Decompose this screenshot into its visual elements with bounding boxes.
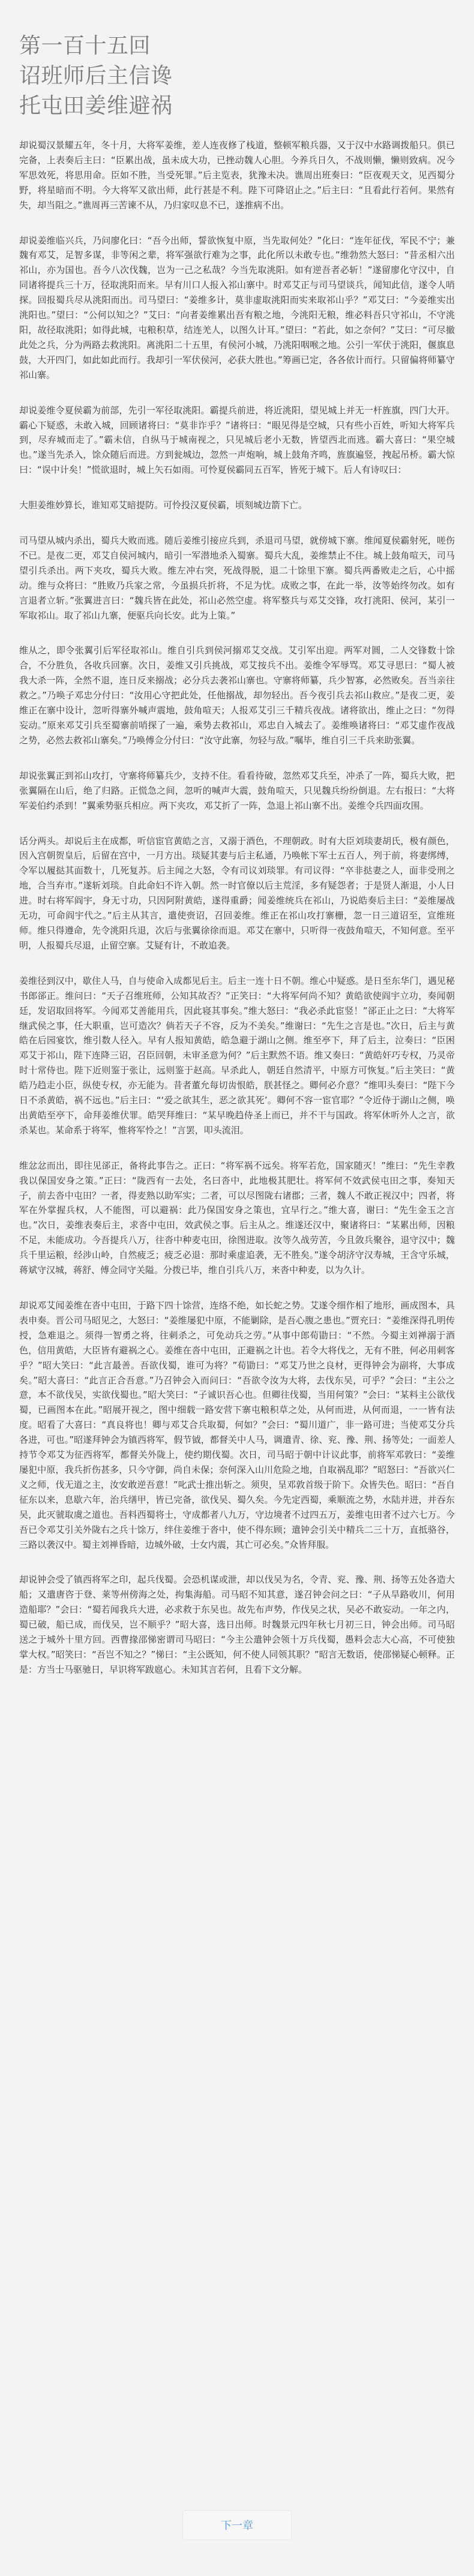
chapter-paragraph: 维从之，即令张翼引后军径取祁山。维自引兵到侯河搦邓艾交战。艾引军出迎。两军对圆，二人交锋数十馀合，不分胜负，各收兵回寨。次日，姜维又引兵挑战，邓艾按兵不出。姜维令军辱骂。邓艾寻思曰：“蜀人被我大杀一阵，全然不退，连日反来搦战；必分兵去袭祁山寨也。守寨将师纂，兵少智寡，必然败矣。吾当亲往救之。”乃唤子邓忠分付曰：“汝用心守把此处，任他搦战，却勿轻出。吾今夜引兵去祁山救应。”是夜二更，姜维正在寨中设计，忽听得寨外喊声震地，鼓角喧天；人报邓艾引三千精兵夜战。诸将欲出，维止之曰：“勿得妄动。”原来邓艾引兵至蜀寨前哨探了一遍，乘势去救祁山，邓忠自入城去了。姜维唤诸将曰：“邓艾虚作夜战之势，必然去救祁山寨矣。”乃唤傅佥分付曰：“汝守此寨，勿轻与敌。”嘱毕，维自引三千兵来助张翼。 xyxy=(19,645,455,746)
chapter-paragraph: 维忿忿而出，即往见郤正，备将此事告之。正曰：“将军祸不远矣。将军若危，国家随灭！”维曰：“先生幸教我以保国安身之策。”正曰：“陇西有一去处，名曰沓中，此地极其肥壮。将军何不效武侯屯田之事，奏知天子，前去沓中屯田？一者，得麦熟以助军实；二者，可以尽图陇右诸郡；三者，魏人不敢正视汉中；四者，将军在外掌握兵权，人不能图，可以避祸：此乃保国安身之策也，宜早行之。”维大喜，谢曰：“先生金玉之言也。”次日，姜维表奏后主，求沓中屯田，效武侯之事。后主从之。维遂还汉中，聚诸将曰：“某累出师，因粮不足，未能成功。今吾提兵八万，往沓中种麦屯田，徐图进取。汝等久战劳苦，今且敛兵聚谷，退守汉中；魏兵千里运粮，经涉山岭，自然疲乏；疲乏必退：那时乘虚追袭，无不胜矣。”遂令胡济守汉寿城，王含守乐城，蒋斌守汉城，蒋舒、傅佥同守关隘。分拨已毕，维自引兵八万，来沓中种麦，以为久计。 xyxy=(19,1160,455,1276)
chapter-navigation xyxy=(0,2510,474,2540)
chapter-subtitle-line: 托屯田姜维避祸 xyxy=(19,94,173,118)
chapter-paragraph: 话分两头。却说后主在成都，听信宦官黄皓之言，又溺于酒色，不理朝政。时有大臣刘琰妻胡氏，极有颜色，因入宫朝贺皇后，后留在宫中，一月方出。琰疑其妻与后主私通，乃唤帐下军士五百人，列于前，将妻绑缚，令军以履挞其面数十，几死复苏。后主闻之大怒，令有司议刘琰罪。有司议得：“卒非挞妻之人，面非受刑之地，合当弃市。”遂斩刘琰。自此命妇不许入朝。然一时官僚以后主荒淫，多有疑怨者；于是贤人渐退，小人日进。时右将军阎宇，身无寸功，只因阿附黄皓，遂得重爵；闻姜维统兵在祁山，乃说皓奏后主曰：“姜维屡战无功，可命阎宇代之。”后主从其言，遣使赍诏，召回姜维。维正在祁山攻打寨栅，忽一日三道诏至，宣维班师。维只得遵命，先令洮阳兵退，次后与张翼徐徐而退。邓艾在寨中，只听得一夜鼓角喧天，不知何意。至平明，人报蜀兵尽退，止留空寨。艾疑有计，不敢追袭。 xyxy=(19,835,455,951)
chapter-paragraph: 却说邓艾闻姜维在沓中屯田，于路下四十馀营，连络不绝，如长蛇之势。艾遂令细作相了地形，画成图本，具表申奏。晋公司马昭见之，大怒曰：“姜维屡犯中原，不能剿除，是吾心腹之患也。”贾充曰：“姜维深得孔明传授，急难退之。须得一智勇之将，往刺杀之，可免动兵之劳。”从事中郎荀勖曰：“不然。今蜀主刘禅溺于酒色，信用黄皓，大臣皆有避祸之心。姜维在沓中屯田，正避祸之计也。若令大将伐之，无有不胜，何必用刺客乎？”昭大笑曰：“此言最善。吾欲伐蜀，谁可为将？”荀勖曰：“邓艾乃世之良材，更得钟会为副将，大事成矣。”昭大喜曰：“此言正合吾意。”乃召钟会入而问曰：“吾欲令汝为大将，去伐东吴，可乎？”会曰：“主公之意，本不欲伐吴，实欲伐蜀也。”昭大笑曰：“子诚识吾心也。但卿往伐蜀，当用何策？”会曰：“某料主公欲伐蜀，已画图本在此。”昭展开视之，图中细载一路安营下寨屯粮积草之处，从何而进，从何而退，一一皆有法度。昭看了大喜曰：“真良将也！卿与邓艾合兵取蜀，何如？”会曰：“蜀川道广，非一路可进；当使邓艾分兵各进，可也。”昭遂拜钟会为镇西将军，假节钺，都督关中人马，调遣青、徐、兖、豫、荆、扬等处；一面差人持节令邓艾为征西将军，都督关外陇上，使约期伐蜀。次日，司马昭于朝中计议此事，前将军邓敦曰：“姜维屡犯中原，我兵折伤甚多，只今守御，尚自未保；奈何深入山川危险之地，自取祸乱耶？”昭怒曰：“吾欲兴仁义之师，伐无道之主，汝安敢逆吾意！”叱武士推出斩之。须臾，呈邓敦首级于阶下。众皆失色。昭曰：“吾自征东以来，息歇六年，治兵缮甲，皆已完备，欲伐吴、蜀久矣。今先定西蜀，乘顺流之势，水陆并进，并吞东吴，此灭虢取虞之道也。吾料西蜀将士，守成都者八九万，守边境者不过四五万，姜维屯田者不过六七万。今吾已令邓艾引关外陇右之兵十馀万，绊住姜维于沓中，使不得东顾；遣钟会引关中精兵二三十万，直抵骆谷，三路以袭汉中。蜀主刘禅昏暗，边城外破，士女内震，其亡可必矣。”众皆拜服。 xyxy=(19,1300,455,1550)
next-chapter-button[interactable]: 下一章 xyxy=(182,2510,292,2540)
chapter-paragraph: 却说姜维临兴兵，乃问廖化曰：“吾今出师，誓欲恢复中原，当先取何处？”化曰：“连年征伐，军民不宁；兼魏有邓艾，足智多谋，非等闲之辈，将军强欲行难为之事，此化所以未敢专也。”维勃然大怒曰：“昔丞相六出祁山，亦为国也。吾今八次伐魏，岂为一己之私哉？今当先取洮阳。如有逆吾者必斩！”遂留廖化守汉中，自同诸将提兵三十万，径取洮阳而来。早有川口人报入祁山寨中。时邓艾正与司马望谈兵，闻知此信，遂令人哨探。回报蜀兵尽从洮阳而出。司马望曰：“姜维多计，莫非虚取洮阳而实来取祁山乎？”邓艾曰：“今姜维实出洮阳也。”望曰：“公何以知之？”艾曰：“向者姜维累出吾有粮之地，今洮阳无粮，维必料吾只守祁山，不守洮阳，故径取洮阳；如得此城，屯粮积草，结连羌人，以图久计耳。”望曰：“若此，如之奈何？”艾曰：“可尽撤此处之兵，分为两路去救洮阳。离洮阳二十五里，有侯河小城，乃洮阳咽喉之地。公引一军伏于洮阳，偃旗息鼓，大开四门，如此如此而行。我却引一军伏侯河，必获大胜也。”筹画已定，各各依计而行。只留偏将师纂守祁山寨。 xyxy=(19,235,455,380)
chapter-paragraph: 却说钟会受了镇西将军之印，起兵伐蜀。会恐机谋或泄，却以伐吴为名，令青、兖、豫、荆、扬等五处各造大船；又遣唐咨于登、莱等州傍海之处，拘集海船。司马昭不知其意，遂召钟会问之曰：“子从旱路收川，何用造船耶？”会曰：“蜀若闻我兵大进，必求救于东吴也。故先布声势，作伐吴之状，吴必不敢妄动。一年之内，蜀已破，船已成，而伐吴，岂不顺乎？”昭大喜，选日出师。时魏景元四年秋七月初三日，钟会出师。司马昭送之于城外十里方回。西曹掾邵悌密谓司马昭曰：“今主公遣钟会领十万兵伐蜀，愚料会志大心高，不可使独掌大权。”昭笑曰：“吾岂不知之？”悌曰：“主公既知，何不使人同领其职？”昭言无数语，使邵悌疑心顿释。正是：方当士马驱驰日，早识将军跋扈心。未知其言若何，且看下文分解。 xyxy=(19,1574,455,1675)
chapter-paragraph: 却说张翼正到祁山攻打，守寨将师纂兵少，支持不住。看看待破，忽然邓艾兵至，冲杀了一阵，蜀兵大败，把张翼隔在山后，绝了归路。正慌急之间，忽听的喊声大震，鼓角喧天，只见魏兵纷纷倒退。左右报曰：“大将军姜伯约杀到！”翼乘势驱兵相应。两下夹攻，邓艾折了一阵，急退上祁山寨不出。姜维令兵四面攻围。 xyxy=(19,770,455,811)
chapter-subtitle-line: 诏班师后主信谗 xyxy=(19,64,173,88)
chapter-paragraph: 司马望从城内杀出，蜀兵大败而逃。随后姜维引接应兵到，杀退司马望，就傍城下寨。维闻夏侯霸射死，嗟伤不已。是夜二更，邓艾自侯河城内，暗引一军潜地杀入蜀寨。蜀兵大乱，姜维禁止不住。城上鼓角喧天，司马望引兵杀出。两下夹攻，蜀兵大败。维左冲右突，死战得脱，退二十馀里下寨。蜀兵两番败走之后，心中摇动。维与众将曰：“胜败乃兵家之常，今虽损兵折将，不足为忧。成败之事，在此一举，汝等始终勿改。如有言退者立斩。”张翼进言曰：“魏兵皆在此处，祁山必然空虚。将军整兵与邓艾交锋，攻打洮阳、侯河，某引一军取祁山。取了祁山九寨，便驱兵向长安。此为上策。” xyxy=(19,535,455,621)
chapter-content xyxy=(19,138,455,1677)
chapter-paragraph: 却说蜀汉景耀五年，冬十月，大将军姜维，差人连夜修了栈道，整顿军粮兵器，又于汉中水路调拨船只。俱已完备，上表奏后主曰：“臣累出战，虽未成大功，已挫动魏人心胆。今养兵日久，不战则懒，懒则致病。况今军思效死，将思用命。臣如不胜，当受死罪。”后主览表，犹豫未决。谯周出班奏曰：“臣夜观天文，见西蜀分野，将星暗而不明。今大将军又欲出师，此行甚是不利。陛下可降诏止之。”后主曰：“且看此行若何。果然有失，却当阻之。”谯周再三苦谏不从，乃归家叹息不已，遂推病不出。 xyxy=(19,140,455,211)
chapter-paragraph: 却说姜维令夏侯霸为前部，先引一军径取洮阳。霸提兵前进，将近洮阳，望见城上并无一杆旌旗，四门大开。霸心下疑惑，未敢入城，回顾诸将曰：“莫非诈乎？”诸将曰：“眼见得是空城，只有些小百姓，听知大将军兵到，尽弃城而走了。”霸未信，自纵马于城南视之，只见城后老小无数，皆望西北而逃。霸大喜曰：“果空城也。”遂当先杀入，馀众随后而进。方到瓮城边，忽然一声炮响，城上鼓角齐鸣，旌旗遍竖，拽起吊桥。霸大惊曰：“误中计矣！”慌欲退时，城上矢石如雨。可怜夏侯霸同五百军，皆死于城下。后人有诗叹曰： xyxy=(19,404,455,476)
chapter-title xyxy=(19,31,455,121)
poem-line: 大胆姜维妙算长，谁知邓艾暗提防。可怜投汉夏侯霸，顷刻城边箭下亡。 xyxy=(19,500,308,511)
chapter-number: 第一百十五回 xyxy=(19,34,151,58)
chapter-paragraph: 姜维径到汉中，歇住人马，自与使命入成都见后主。后主一连十日不朝。维心中疑惑。是日至东华门，遇见秘书郎郤正。维问曰：“天子召维班师，公知其故否？”正笑曰：“大将军何尚不知？黄皓欲使阎宇立功，奏闻朝廷，发诏取回将军。今闻邓艾善能用兵，因此寝其事矣。”维大怒曰：“我必杀此宦竖！”郤正止之曰：“大将军继武侯之事，任大职重，岂可造次？倘若天子不容，反为不美矣。”维谢曰：“先生之言是也。”次日，后主与黄皓在后园宴饮，维引数人径入。早有人报知黄皓，皓急避于湖山之侧。维至亭下，拜了后主，泣奏曰：“臣困邓艾于祁山，陛下连降三诏，召臣回朝，未审圣意为何？”后主默然不语。维又奏曰：“黄皓奸巧专权，乃灵帝时十常侍也。陛下近则鉴于张让，远则鉴于赵高。早杀此人，朝廷自然清平，中原方可恢复。”后主笑曰：“黄皓乃趋走小臣，纵使专权，亦无能为。昔者董允每切齿恨皓，朕甚怪之。卿何必介意？”维叩头奏曰：“陛下今日不杀黄皓，祸不远也。”后主曰：“‘爱之欲其生，恶之欲其死’。卿何不容一宦官耶？”令近侍于湖山之侧，唤出黄皓至亭下，命拜姜维伏罪。皓哭拜维曰：“某早晚趋侍圣上而已，并不干与国政。将军休听外人之言，欲杀某也。某命系于将军，惟将军怜之！”言罢，叩头流泪。 xyxy=(19,975,455,1136)
